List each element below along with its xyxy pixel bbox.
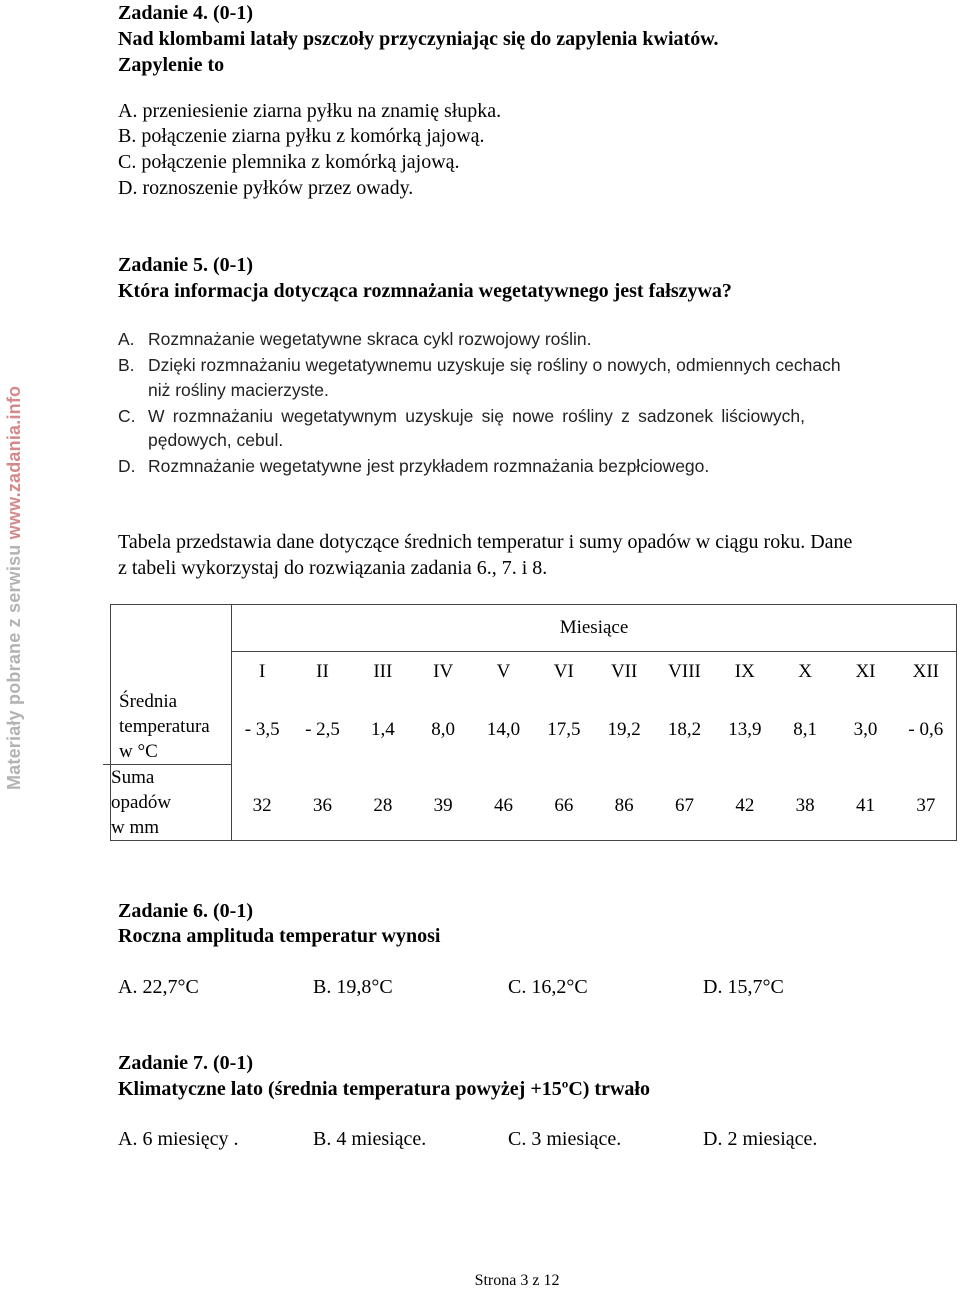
zadanie7-option-d: D. 2 miesiące. [703, 1128, 818, 1150]
temp-label-1: Średnia [119, 691, 178, 712]
month-cell: VIII [668, 661, 701, 682]
zadanie5-option-b-letter: B. [118, 355, 135, 375]
rain-label [103, 764, 231, 840]
table-intro-cont: z tabeli wykorzystaj do rozwiązania zadania 6., 7. i 8. [118, 557, 548, 579]
watermark-link[interactable]: www.zadania.info [4, 385, 24, 540]
temp-label [111, 685, 231, 764]
zadanie6-option-a: A. 22,7°C [118, 976, 199, 998]
temperature-row [232, 719, 956, 741]
zadanie5-question: Która informacja dotycząca rozmnażania wegetatywnego jest fałszywa? [118, 280, 732, 302]
temperature-cell: 17,5 [547, 719, 581, 740]
month-cell: X [798, 661, 813, 682]
table-header-months: Miesiące [232, 605, 957, 652]
zadanie4-option-d: D. roznoszenie pyłków przez owady. [118, 177, 414, 199]
watermark-text: Materiały pobrane z serwisu [4, 539, 24, 790]
month-cell: XI [855, 661, 876, 682]
zadanie7-option-b: B. 4 miesiące. [313, 1128, 427, 1150]
zadanie5-option-a-text: Rozmnażanie wegetatywne skraca cykl rozwojowy roślin. [148, 329, 592, 349]
temp-label-2: temperatura [119, 716, 210, 737]
month-cell: I [259, 661, 266, 682]
precipitation-cell: 38 [795, 795, 815, 816]
precipitation-cell: 86 [614, 795, 634, 816]
climate-table [110, 604, 957, 841]
zadanie6-question: Roczna amplituda temperatur wynosi [118, 925, 441, 947]
precipitation-cell: 39 [433, 795, 453, 816]
zadanie7-option-c: C. 3 miesiące. [508, 1128, 622, 1150]
zadanie4-title: Zadanie 4. (0-1) [118, 2, 253, 24]
zadanie5-option-a-letter: A. [118, 329, 135, 349]
precipitation-cell: 28 [373, 795, 393, 816]
zadanie5-option-d-letter: D. [118, 456, 136, 476]
table-intro: Tabela przedstawia dane dotyczące średnich temperatur i sumy opadów w ciągu roku. Dane [118, 531, 853, 553]
month-cell: II [316, 661, 329, 682]
precipitation-cell: 42 [735, 795, 755, 816]
zadanie6-title: Zadanie 6. (0-1) [118, 900, 253, 922]
temperature-cell: 19,2 [607, 719, 641, 740]
temperature-cell: 8,0 [431, 719, 456, 740]
precipitation-cell: 67 [674, 795, 694, 816]
zadanie5-option-b-text: Dzięki rozmnażaniu wegetatywnemu uzyskuje się rośliny o nowych, odmiennych cechach [148, 355, 841, 375]
month-cell: IV [433, 661, 454, 682]
zadanie5-option-d-text: Rozmnażanie wegetatywne jest przykładem rozmnażania bezpłciowego. [148, 456, 710, 476]
zadanie4-option-a: A. przeniesienie ziarna pyłku na znamię słupka. [118, 100, 502, 122]
precipitation-cell: 46 [493, 795, 513, 816]
temperature-cell: 3,0 [853, 719, 878, 740]
months-row [232, 661, 956, 683]
zadanie5-title: Zadanie 5. (0-1) [118, 254, 253, 276]
temperature-cell: 18,2 [667, 719, 702, 740]
rain-label-2: opadów [111, 792, 172, 813]
precipitation-cell: 41 [855, 795, 875, 816]
zadanie4-option-c: C. połączenie plemnika z komórką jajową. [118, 151, 460, 173]
rain-label-3: w mm [111, 817, 160, 838]
zadanie7-question: Klimatyczne lato (średnia temperatura powyżej +15ºC) trwało [118, 1078, 650, 1100]
precipitation-cell: 32 [252, 795, 272, 816]
temperature-cell: - 0,6 [908, 719, 944, 740]
month-cell: VII [610, 661, 638, 682]
temperature-cell: 13,9 [728, 719, 762, 740]
zadanie4-option-b: B. połączenie ziarna pyłku z komórką jajową. [118, 125, 485, 147]
temperature-cell: 14,0 [486, 719, 521, 740]
month-cell: IX [734, 661, 755, 682]
zadanie5-option-b-cont: niż rośliny macierzyste. [148, 380, 329, 400]
month-cell: VI [553, 661, 574, 682]
zadanie6-option-d: D. 15,7°C [703, 976, 784, 998]
precipitation-cell: 66 [554, 795, 574, 816]
row-labels [111, 605, 232, 841]
zadanie6-option-c: C. 16,2°C [508, 976, 588, 998]
temperature-cell: 1,4 [370, 719, 395, 740]
precipitation-cell: 36 [312, 795, 332, 816]
temperature-cell: - 2,5 [305, 719, 340, 740]
zadanie4-question-cont: Zapylenie to [118, 54, 225, 76]
watermark [4, 386, 25, 790]
zadanie7-option-a: A. 6 miesięcy . [118, 1128, 239, 1150]
zadanie4-question: Nad klombami latały pszczoły przyczyniając się do zapylenia kwiatów. [118, 28, 719, 50]
zadanie7-title: Zadanie 7. (0-1) [118, 1052, 253, 1074]
month-cell: XII [912, 661, 940, 682]
zadanie6-option-b: B. 19,8°C [313, 976, 393, 998]
month-cell: V [496, 661, 511, 682]
precipitation-row [232, 795, 956, 817]
zadanie5-option-c-text: W rozmnażaniu wegetatywnym uzyskuje się nowe rośliny z sadzonek liściowych, [148, 406, 805, 426]
zadanie5-option-c-letter: C. [118, 406, 136, 426]
temperature-cell: - 3,5 [244, 719, 280, 740]
table-values [232, 652, 957, 841]
rain-label-1: Suma [111, 767, 155, 788]
month-cell: III [373, 661, 393, 682]
page-number: Strona 3 z 12 [474, 1272, 560, 1289]
precipitation-cell: 37 [916, 795, 936, 816]
zadanie5-option-c-cont: pędowych, cebul. [148, 430, 284, 450]
temperature-cell: 8,1 [793, 719, 818, 740]
temp-label-3: w °C [119, 741, 158, 762]
